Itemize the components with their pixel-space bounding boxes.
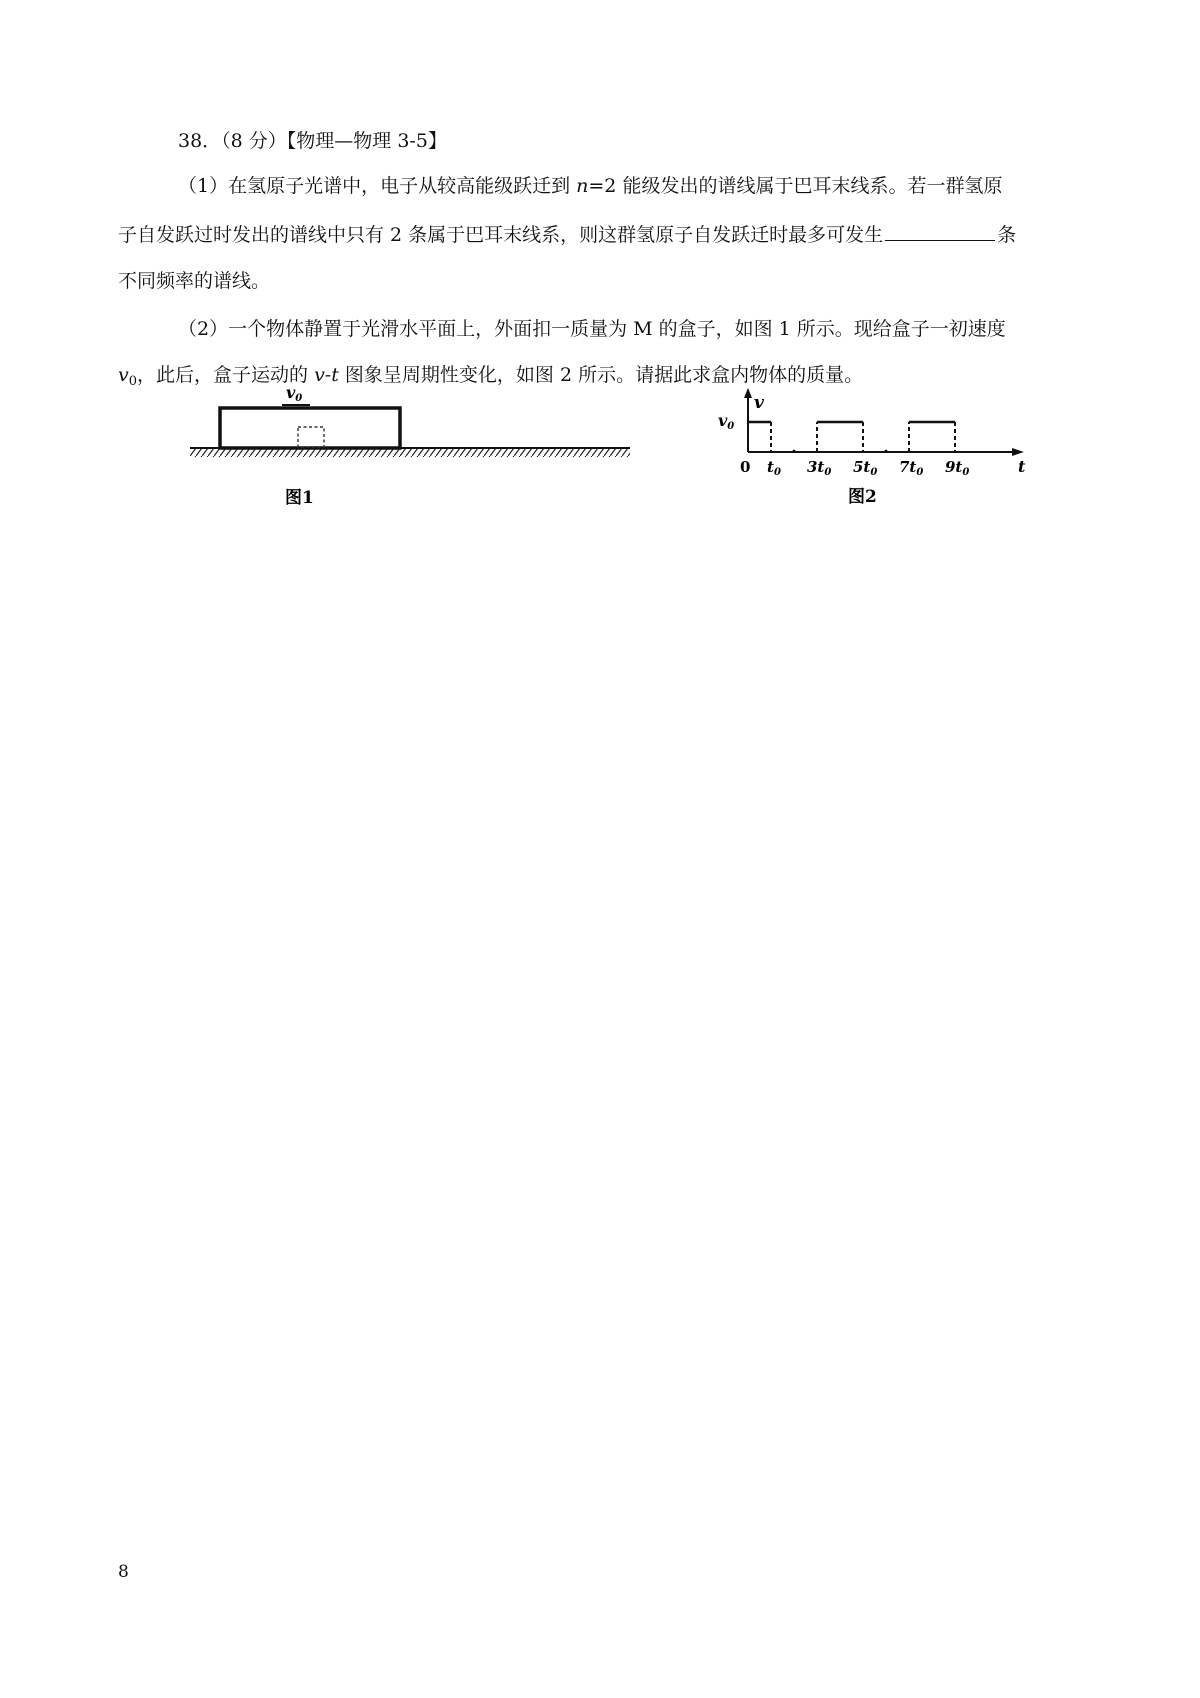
- answer-blank[interactable]: [885, 222, 995, 241]
- part2-line2: [118, 362, 863, 395]
- origin-label: 0: [740, 458, 751, 476]
- tick-label: $7t_0$: [899, 458, 924, 478]
- part1-n-symbol: n: [576, 175, 589, 197]
- part1-line2: [118, 222, 1016, 248]
- vt-symbol: v-t: [314, 364, 339, 386]
- ground-hatch: [190, 449, 630, 457]
- axis-dot: [793, 450, 796, 453]
- part2-line2-b: 图象呈周期性变化，如图 2 所示。请据此求盒内物体的质量。: [338, 364, 864, 386]
- part2-line2-a: ，此后，盒子运动的: [137, 364, 315, 386]
- x-axis-arrow: [1012, 448, 1024, 456]
- v0-symbol: v: [118, 364, 129, 386]
- tick-label: $t_0$: [767, 458, 781, 478]
- part1-line1-a: （1）在氢原子光谱中，电子从较高能级跃迁到: [178, 175, 577, 197]
- v0-subscript: 0: [128, 374, 138, 389]
- tick-labels: [767, 458, 969, 478]
- axis-dot: [885, 450, 888, 453]
- question-heading: 38．（8 分）【物理—物理 3-5】: [178, 130, 447, 152]
- part2-line1: （2）一个物体静置于光滑水平面上，外面扣一质量为 M 的盒子，如图 1 所示。现给盒子一初速度: [178, 318, 1006, 340]
- part1-line1: [178, 173, 1002, 199]
- figure2-caption: 图2: [848, 487, 877, 507]
- inner-object: [298, 427, 324, 447]
- figure1-box-diagram: [190, 383, 640, 560]
- page-number: 8: [118, 1562, 129, 1582]
- outer-box: [220, 408, 400, 448]
- y-axis-label: v: [754, 393, 764, 413]
- part1-line2-a: 子自发跃过时发出的谱线中只有 2 条属于巴耳末线系，则这群氢原子自发跃迁时最多可发生: [118, 224, 884, 246]
- tick-label: $5t_0$: [853, 458, 878, 478]
- velocity-label: v0: [286, 383, 303, 404]
- v0-axis-label: v0: [718, 411, 735, 432]
- part1-line3: 不同频率的谱线。: [118, 270, 271, 292]
- tick-label: $3t_0$: [807, 458, 832, 478]
- part1-line2-b: 条: [997, 224, 1017, 246]
- figure1-caption: 图1: [285, 488, 314, 508]
- tick-label: $9t_0$: [945, 458, 970, 478]
- x-axis-label: t: [1018, 457, 1026, 476]
- part1-line1-b: =2 能级发出的谱线属于巴耳末线系。若一群氢原: [588, 175, 1003, 197]
- vt-plot-area: [748, 422, 955, 452]
- figure2-vt-graph: [700, 393, 1040, 560]
